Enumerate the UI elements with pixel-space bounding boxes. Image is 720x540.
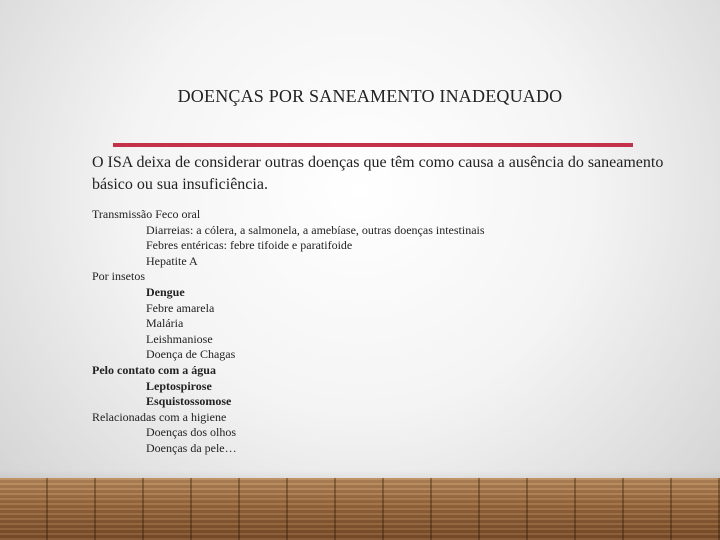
- list-item: Doenças da pele…: [146, 440, 237, 455]
- disease-list: [92, 207, 692, 457]
- list-item: Esquistossomose: [146, 394, 232, 409]
- list-item: Malária: [146, 316, 184, 331]
- list-item: Hepatite A: [146, 253, 198, 268]
- wooden-floor-background: [0, 478, 720, 540]
- list-item: Pelo contato com a água: [92, 362, 216, 377]
- list-item: Doenças dos olhos: [146, 425, 236, 440]
- list-item: Dengue: [146, 284, 185, 299]
- list-item: Por insetos: [92, 269, 146, 284]
- list-item: Relacionadas com a higiene: [92, 409, 227, 424]
- list-item: Transmissão Feco oral: [92, 207, 201, 221]
- intro-paragraph: O ISA deixa de considerar outras doenças que têm como causa a ausência do saneamento básico ou sua insuficiência.: [92, 154, 664, 193]
- slide-title: DOENÇAS POR SANEAMENTO INADEQUADO: [177, 86, 563, 106]
- list-item: Leishmaniose: [146, 331, 213, 346]
- list-item: Febres entéricas: febre tifoide e paratifoide: [146, 238, 353, 253]
- list-item: Leptospirose: [146, 378, 212, 393]
- title-underline: [113, 143, 633, 147]
- list-item: Diarreias: a cólera, a salmonela, a amebíase, outras doenças intestinais: [146, 222, 485, 237]
- list-item: Febre amarela: [146, 300, 215, 315]
- list-item: Doença de Chagas: [146, 347, 236, 362]
